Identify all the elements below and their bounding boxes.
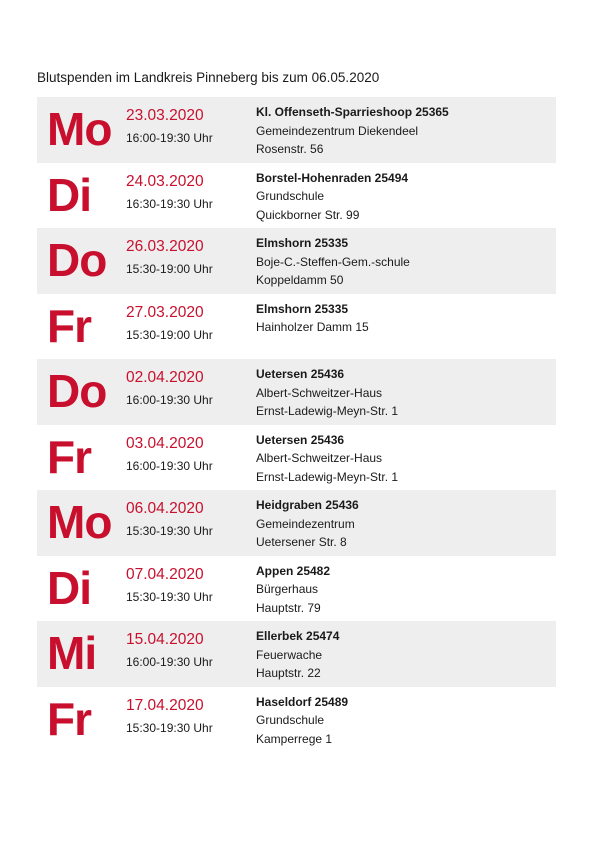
venue-place: Kl. Offenseth-Sparrieshoop 25365 [256, 105, 449, 119]
appointment-row [37, 556, 556, 622]
appointment-date: 24.03.2020 [126, 172, 204, 190]
appointment-time: 16:00-19:30 Uhr [126, 655, 213, 669]
appointment-time: 15:30-19:00 Uhr [126, 262, 213, 276]
weekday: Di [47, 561, 91, 614]
venue-location: Albert-Schweitzer-Haus [256, 451, 383, 465]
venue-street: Koppeldamm 50 [256, 273, 344, 287]
appointment-row [37, 294, 556, 360]
venue-street: Ernst-Ladewig-Meyn-Str. 1 [256, 469, 399, 484]
venue-street: Kamperrege 1 [256, 731, 333, 746]
venue [256, 431, 551, 487]
appointment-time: 15:30-19:30 Uhr [126, 589, 213, 604]
appointment-time: 16:00-19:30 Uhr [126, 458, 213, 473]
venue-location: Grundschule [256, 713, 325, 727]
weekday: Do [47, 234, 107, 286]
venue-place: Uetersen 25436 [256, 367, 345, 381]
appointment-date: 15.04.2020 [126, 631, 204, 648]
appointment-row [37, 359, 556, 425]
venue [256, 693, 551, 749]
appointment-date: 26.03.2020 [126, 238, 204, 255]
appointment-date: 23.03.2020 [126, 107, 204, 124]
venue-location: Boje-C.-Steffen-Gem.-schule [256, 254, 410, 269]
appointment-time: 15:30-19:30 Uhr [126, 524, 213, 538]
appointment-date: 27.03.2020 [126, 303, 204, 321]
venue-location: Hainholzer Damm 15 [256, 320, 369, 334]
weekday: Mi [47, 627, 97, 679]
venue-street: Rosenstr. 56 [256, 142, 324, 156]
venue [256, 103, 551, 159]
appointment-time: 15:30-19:30 Uhr [126, 720, 213, 735]
appointment-time: 15:30-19:00 Uhr [126, 327, 213, 342]
venue [256, 627, 551, 683]
venue-place: Haseldorf 25489 [256, 694, 349, 709]
venue-street: Ernst-Ladewig-Meyn-Str. 1 [256, 404, 399, 418]
appointment-time: 16:00-19:30 Uhr [126, 393, 213, 407]
appointment-row [37, 97, 556, 163]
venue-location: Albert-Schweitzer-Haus [256, 385, 383, 400]
venue [256, 300, 551, 337]
venue-location: Grundschule [256, 189, 325, 203]
venue-street: Quickborner Str. 99 [256, 207, 360, 222]
appointment-time: 16:00-19:30 Uhr [126, 131, 213, 145]
weekday: Fr [47, 692, 91, 745]
appointment-row [37, 621, 556, 687]
venue-street: Uetersener Str. 8 [256, 535, 347, 549]
venue-location: Feuerwache [256, 647, 323, 662]
weekday: Do [47, 365, 107, 417]
weekday: Fr [47, 299, 91, 352]
weekday: Mo [47, 103, 112, 155]
appointment-row [37, 163, 556, 229]
venue-place: Elmshorn 25335 [256, 236, 349, 250]
venue-location: Gemeindezentrum [256, 516, 355, 531]
appointment-time: 16:30-19:30 Uhr [126, 196, 213, 211]
weekday: Di [47, 168, 91, 221]
venue-place: Elmshorn 25335 [256, 301, 349, 316]
venue [256, 496, 551, 552]
appointment-date: 06.04.2020 [126, 500, 204, 517]
venue-location: Gemeindezentrum Diekendeel [256, 123, 419, 138]
venue [256, 365, 551, 421]
weekday: Mo [47, 496, 112, 548]
appointment-date: 03.04.2020 [126, 434, 204, 452]
venue-street: Hauptstr. 22 [256, 666, 321, 680]
appointment-list [37, 97, 556, 752]
page-title: Blutspenden im Landkreis Pinneberg bis zum 06.05.2020 [37, 70, 380, 85]
venue-place: Ellerbek 25474 [256, 629, 340, 643]
venue-place: Uetersen 25436 [256, 432, 345, 447]
appointment-date: 07.04.2020 [126, 565, 204, 583]
weekday: Fr [47, 430, 91, 483]
appointment-date: 17.04.2020 [126, 696, 204, 714]
appointment-date: 02.04.2020 [126, 369, 204, 386]
venue-place: Heidgraben 25436 [256, 498, 359, 512]
venue-location: Bürgerhaus [256, 582, 319, 596]
venue-place: Borstel-Hohenraden 25494 [256, 170, 409, 185]
venue-street: Hauptstr. 79 [256, 600, 321, 615]
appointment-row [37, 687, 556, 753]
appointment-row [37, 425, 556, 491]
appointment-row [37, 228, 556, 294]
appointment-row [37, 490, 556, 556]
venue [256, 234, 551, 290]
venue [256, 169, 551, 225]
venue [256, 562, 551, 618]
venue-place: Appen 25482 [256, 563, 331, 578]
